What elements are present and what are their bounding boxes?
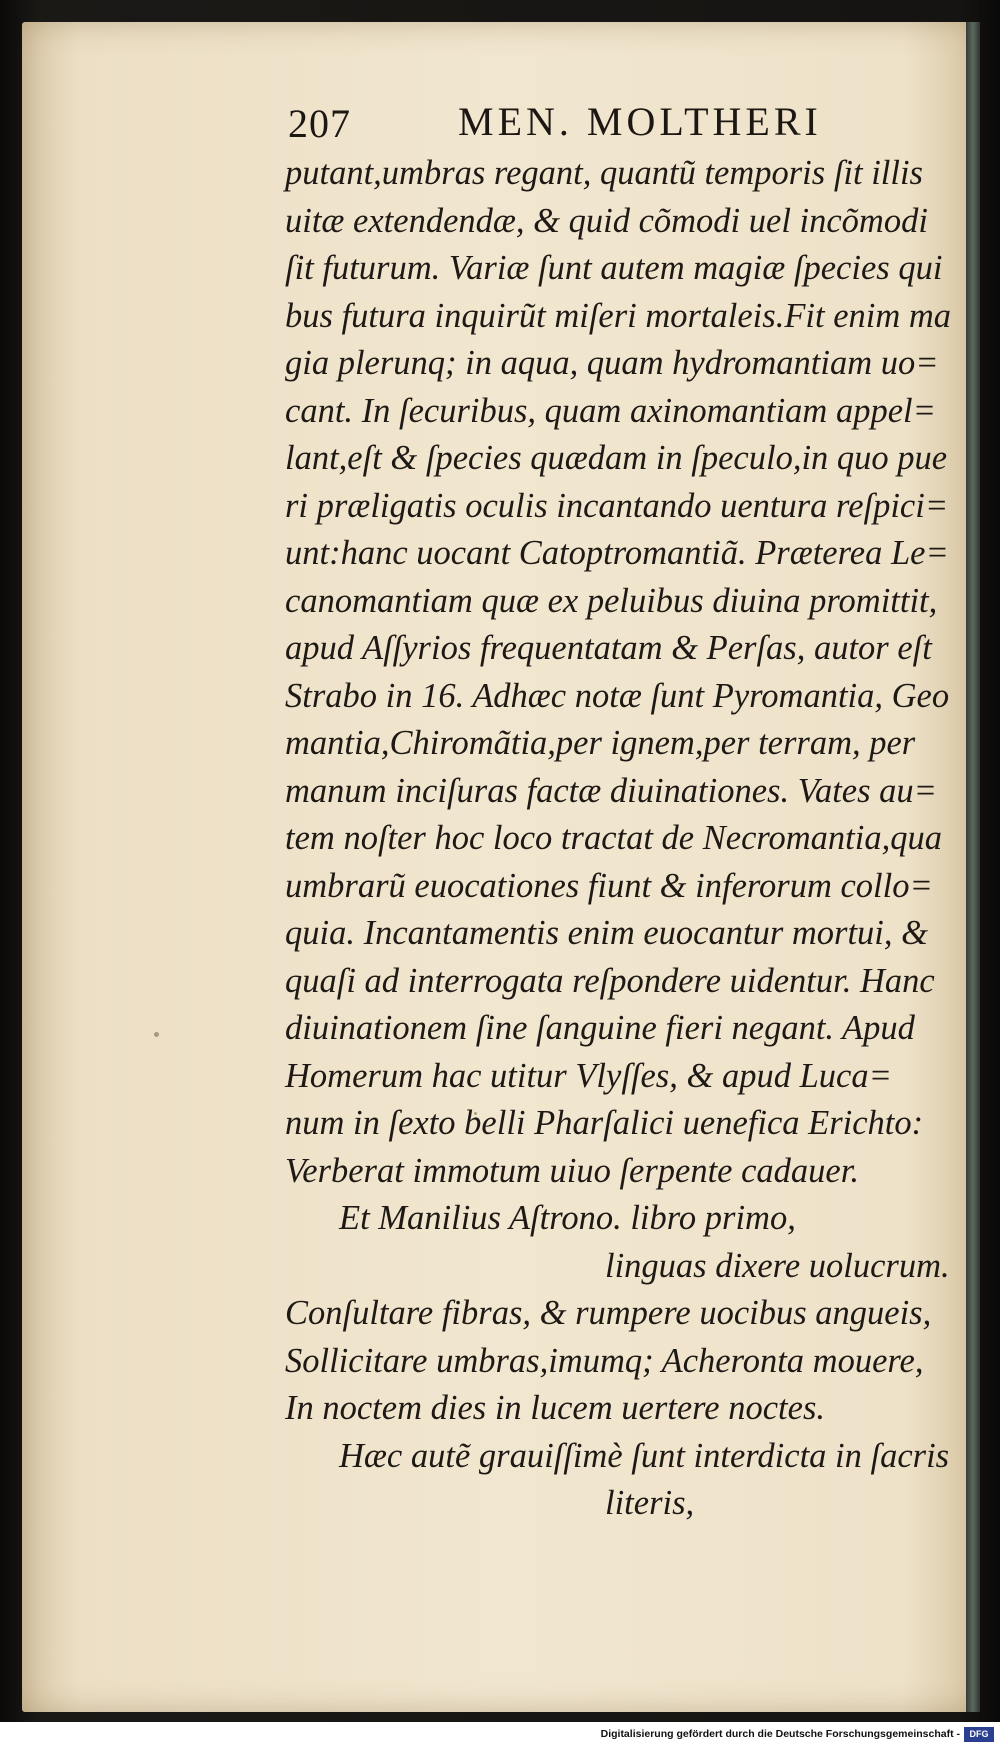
text-line: Strabo in 16. Adhæc notæ ſunt Pyromantia, Geo xyxy=(285,676,950,715)
paper-speck xyxy=(154,1032,159,1037)
text-line: lant,eſt & ſpecies quædam in ſpeculo,in quo pue xyxy=(285,439,948,477)
dfg-logo: DFG xyxy=(964,1727,994,1742)
page-header xyxy=(288,96,958,152)
body-text xyxy=(285,150,975,1528)
text-line: num in ſexto belli Pharſalici uenefica Erichto: xyxy=(285,1104,924,1142)
verse-line: Conſultare fibras, & rumpere uocibus angueis, xyxy=(285,1294,932,1332)
funding-credit: Digitalisierung gefördert durch die Deutsche Forschungsgemeinschaft - xyxy=(600,1728,960,1740)
text-line: canomantiam quæ ex peluibus diuina promittit, xyxy=(285,581,938,620)
folio-number: 207 xyxy=(288,101,351,146)
text-line: unt:hanc uocant Catoptromantiã. Præterea Le= xyxy=(285,534,949,572)
text-line: apud Aſſyrios frequentatam & Perſas, autor eſt xyxy=(285,629,932,667)
running-head: MEN. MOLTHERI xyxy=(458,99,822,144)
text-line: cant. In ſecuribus, quam axinomantiam appel= xyxy=(285,391,936,430)
text-line: quaſi ad interrogata reſpondere uidentur. Hanc xyxy=(285,961,935,1000)
text-line: ri præligatis oculis incantando uentura reſpici= xyxy=(285,486,949,525)
text-line: Homerum hac utitur Vlyſſes, & apud Luca= xyxy=(285,1056,892,1095)
verse-line: Sollicitare umbras,imumq; Acheronta mouere, xyxy=(285,1341,924,1380)
catchword-line: literis, xyxy=(605,1484,695,1522)
text-line: bus futura inquirũt miſeri mortaleis.Fit enim ma xyxy=(285,296,952,335)
verse-line: In noctem dies in lucem uertere noctes. xyxy=(285,1389,826,1427)
text-line: Hæc autẽ grauiſſimè ſunt interdicta in ſacris xyxy=(339,1436,950,1475)
verse-line: Verberat immotum uiuo ſerpente cadauer. xyxy=(285,1151,859,1190)
text-line: umbrarũ euocationes fiunt & inferorum collo= xyxy=(285,866,933,905)
text-line: mantia,Chiromãtia,per ignem,per terram, per xyxy=(285,724,916,762)
text-line: diuinationem ſine ſanguine fieri negant. Apud xyxy=(285,1009,915,1047)
citation-line: Et Manilius Aſtrono. libro primo, xyxy=(339,1199,796,1237)
text-line: tem noſter hoc loco tractat de Necromantia,qua xyxy=(285,819,942,857)
text-line: quia. Incantamentis enim euocantur mortui, & xyxy=(285,914,928,952)
text-line: gia plerunq; in aqua, quam hydromantiam uo= xyxy=(285,344,939,382)
text-line: manum inciſuras factæ diuinationes. Vates au= xyxy=(285,771,937,810)
text-line: uitæ extendendæ, & quid cõmodi uel incõmodi xyxy=(285,201,928,240)
verse-line: linguas dixere uolucrum. xyxy=(605,1246,950,1285)
text-line: putant,umbras regant, quantũ temporis ſit illis xyxy=(285,154,923,192)
text-line: ſit futurum. Variæ ſunt autem magiæ ſpecies qui xyxy=(285,249,943,287)
footer-bar xyxy=(0,1722,1000,1750)
